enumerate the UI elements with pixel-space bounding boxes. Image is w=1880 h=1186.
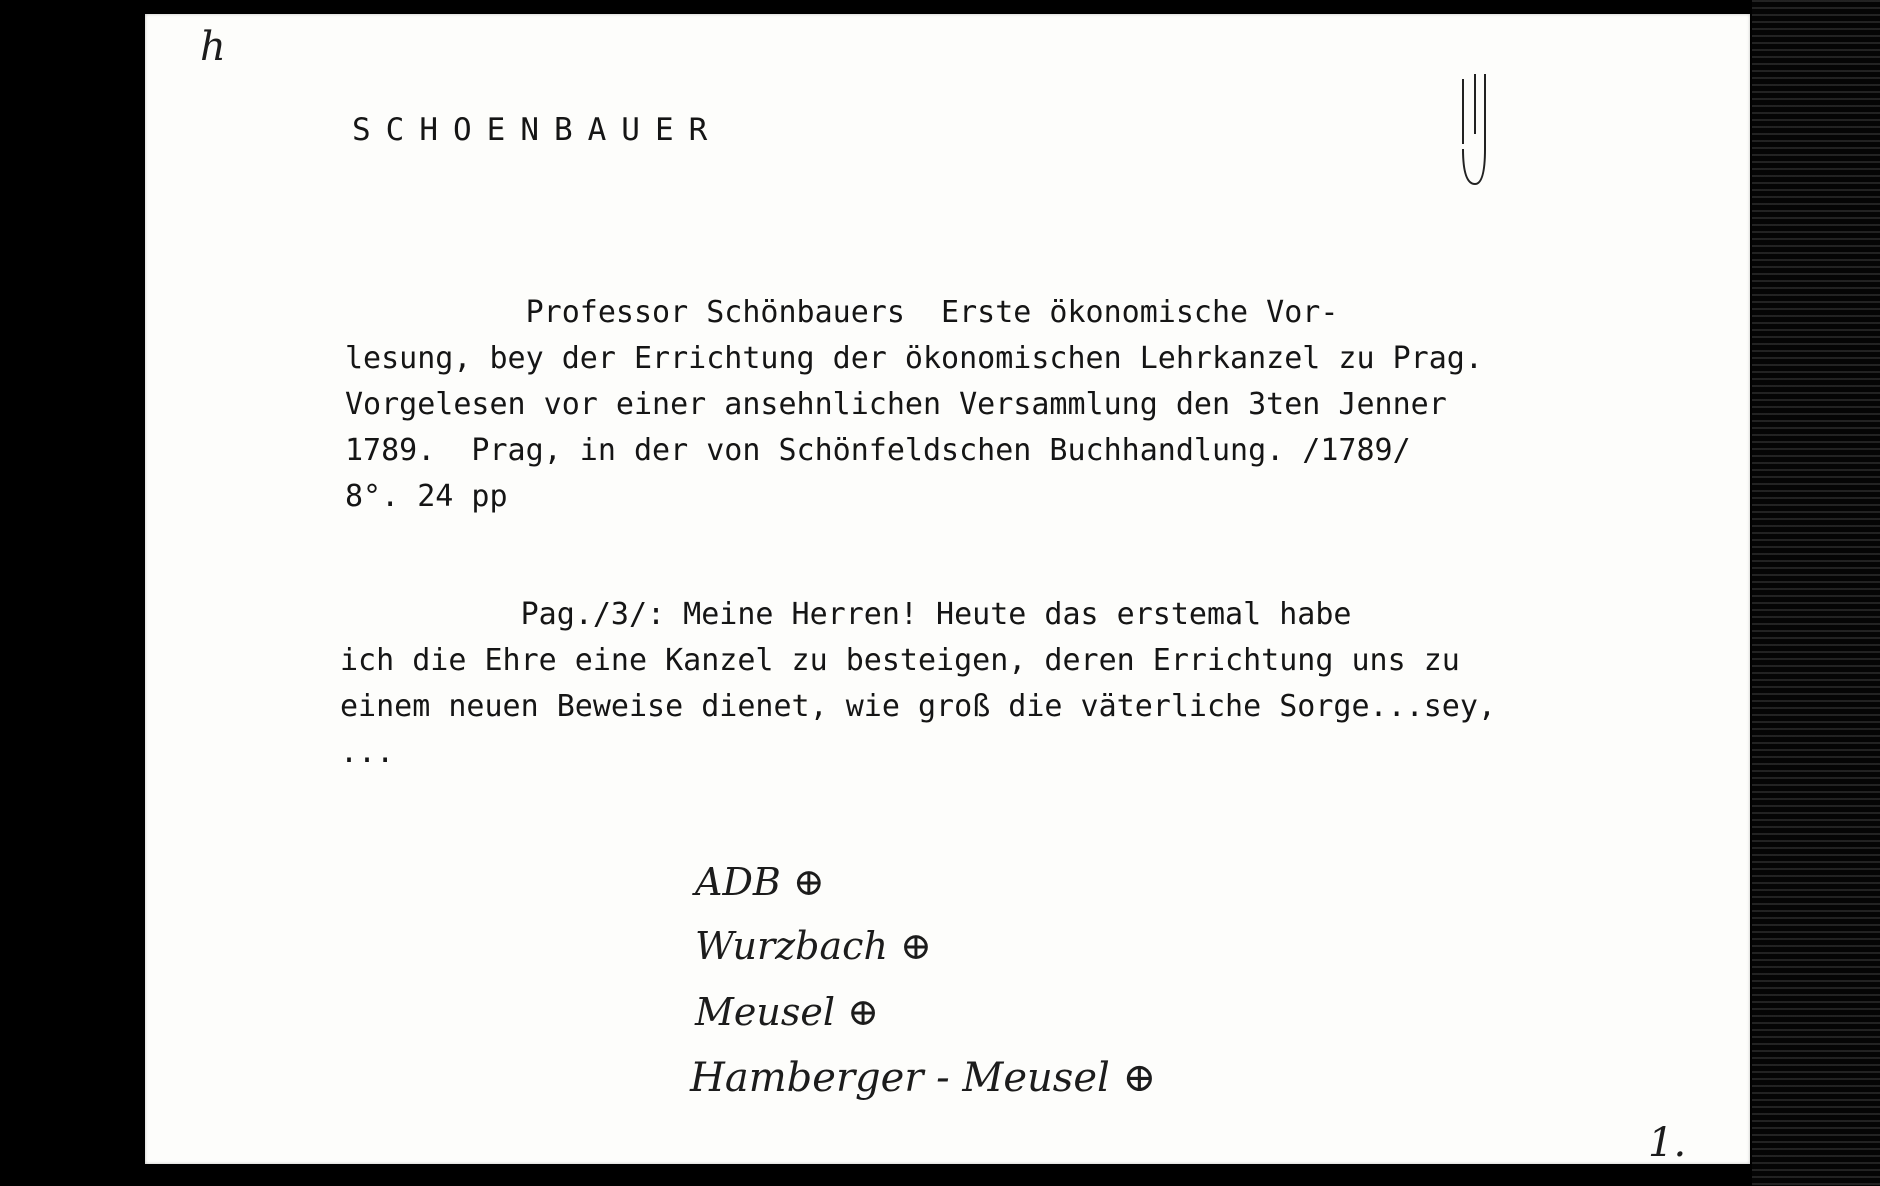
quote-line: ... xyxy=(340,735,395,770)
quote-line: einem neuen Beweise dienet, wie groß die väterliche Sorge...sey, xyxy=(340,689,1496,724)
author-heading: SCHOENBAUER xyxy=(352,112,723,148)
entry-line: lesung, bey der Errichtung der ökonomischen Lehrkanzel zu Prag. xyxy=(345,341,1483,376)
page-number: 1. xyxy=(1648,1120,1687,1166)
quote-line: Pag./3/: Meine Herren! Heute das erstemal habe xyxy=(340,597,1352,632)
handwritten-ref: Hamberger - Meusel ⊕ xyxy=(690,1055,1157,1101)
entry-line: Professor Schönbauers Erste ökonomische Vor- xyxy=(345,295,1339,330)
entry-line: 8°. 24 pp xyxy=(345,479,508,514)
handwritten-ref: ADB ⊕ xyxy=(695,860,825,904)
handwritten-ref: Wurzbach ⊕ xyxy=(695,924,932,968)
entry-line: 1789. Prag, in der von Schönfeldschen Buchhandlung. /1789/ xyxy=(345,433,1411,468)
quote-line: ich die Ehre eine Kanzel zu besteigen, deren Errichtung uns zu xyxy=(340,643,1460,678)
entry-line: Vorgelesen vor einer ansehnlichen Versammlung den 3ten Jenner xyxy=(345,387,1447,422)
catalog-card xyxy=(145,14,1750,1164)
handwritten-ref: Meusel ⊕ xyxy=(695,990,879,1034)
staple-mark-icon xyxy=(1455,74,1495,204)
scan-edge xyxy=(1752,0,1880,1186)
corner-mark: h xyxy=(200,24,226,70)
